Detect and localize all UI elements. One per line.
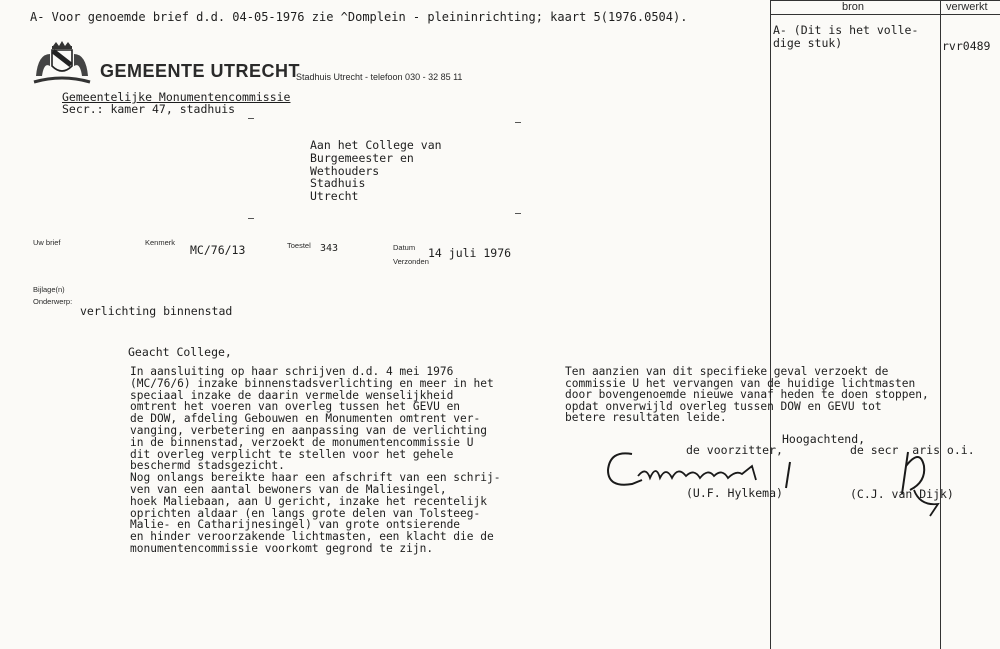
kenmerk-label: Kenmerk <box>145 238 176 247</box>
city-coat-of-arms-logo <box>32 40 92 86</box>
fold-mark <box>248 118 254 119</box>
right-column-paragraph: Ten aanzien van dit specifieke geval verzoekt de commissie U het vervangen van de huidige lichtmasten door bovengenoemde nieuwe vanaf heden te doen stoppen, opdat onverwijld overleg tussen DOW en GEVU tot betere resultaten leide. <box>565 365 929 424</box>
addressee-line: Aan het College van <box>310 138 442 152</box>
addressee-line: Burgemeester en <box>310 150 414 165</box>
kenmerk-value: MC/76/13 <box>190 243 246 257</box>
datum-label: Datum <box>393 243 416 252</box>
secretary-signature <box>880 446 950 526</box>
addressee-line: Wethouders <box>310 163 380 178</box>
bijlagen-label: Bijlage(n) <box>33 285 65 294</box>
addressee-line: Stadhuis <box>310 176 366 191</box>
chair-role: de voorzitter, <box>686 443 783 457</box>
bron-cell: A- (Dit is het volle- dige stuk) <box>773 23 919 50</box>
side-panel-header-divider <box>770 14 1000 15</box>
column-header-bron: bron <box>842 1 865 13</box>
closing: Hoogachtend, <box>782 432 866 446</box>
fold-mark <box>515 213 521 214</box>
chair-name: (U.F. Hylkema) <box>686 486 783 500</box>
datum-value: 14 juli 1976 <box>428 246 512 260</box>
secretary-name: (C.J. van Dijk) <box>850 487 954 501</box>
onderwerp-label: Onderwerp: <box>33 297 73 306</box>
fold-mark <box>515 122 521 123</box>
addressee-block <box>310 139 442 203</box>
secretary-role: de secr aris o.i. <box>850 443 975 457</box>
onderwerp-value: verlichting binnenstad <box>80 304 233 318</box>
verzonden-label: Verzonden <box>393 257 429 266</box>
header-note: A- Voor genoemde brief d.d. 04-05-1976 zie ^Domplein - pleininrichting; kaart 5(1976.0504). <box>30 10 688 24</box>
municipality-name: GEMEENTE UTRECHT <box>100 61 301 81</box>
toestel-value: 343 <box>320 243 339 254</box>
salutation: Geacht College, <box>128 345 232 359</box>
column-header-verwerkt: verwerkt <box>946 1 988 13</box>
body-paragraph: In aansluiting op haar schrijven d.d. 4 mei 1976 (MC/76/6) inzake binnenstadsverlichting en meer in het speciaal inzake de daarin vermelde wenselijkheid omtrent het voeren van overleg tussen het GEVU en de DOW, afdeling Gebouwen en Monumenten omtrent ver- vanging, verbetering en aanpassing van de verlichting in de binnenstad, verzoekt de monumentencommissie U dit overleg verplicht te stellen voor het gehele beschermd stadsgezicht. Nog onlangs bereikte haar een afschrift van een schrij- ven van een aantal bewoners van de Maliesingel, hoek Maliebaan, aan U gericht, inzake het recentelijk oprichten aldaar (en langs grote delen van Tolsteeg- Malie- en Catharijnesingel) van grote ontsierende en hinder veroorzakende lichtmasten, een klacht die de monumentencommissie voorkomt gegrond te zijn. <box>130 365 501 555</box>
municipality-contact: Stadhuis Utrecht - telefoon 030 - 32 85 11 <box>296 72 463 82</box>
addressee-line: Utrecht <box>310 189 359 204</box>
department-room: Secr.: kamer 47, stadhuis <box>62 102 236 116</box>
side-panel-left-border <box>770 0 771 649</box>
verwerkt-cell: rvr0489 <box>942 39 991 53</box>
uw-brief-label: Uw brief <box>33 238 61 247</box>
department-name: Gemeentelijke Monumentencommissie <box>62 90 291 104</box>
side-panel-column-divider <box>940 0 941 649</box>
toestel-label: Toestel <box>287 241 311 250</box>
fold-mark <box>248 218 254 219</box>
